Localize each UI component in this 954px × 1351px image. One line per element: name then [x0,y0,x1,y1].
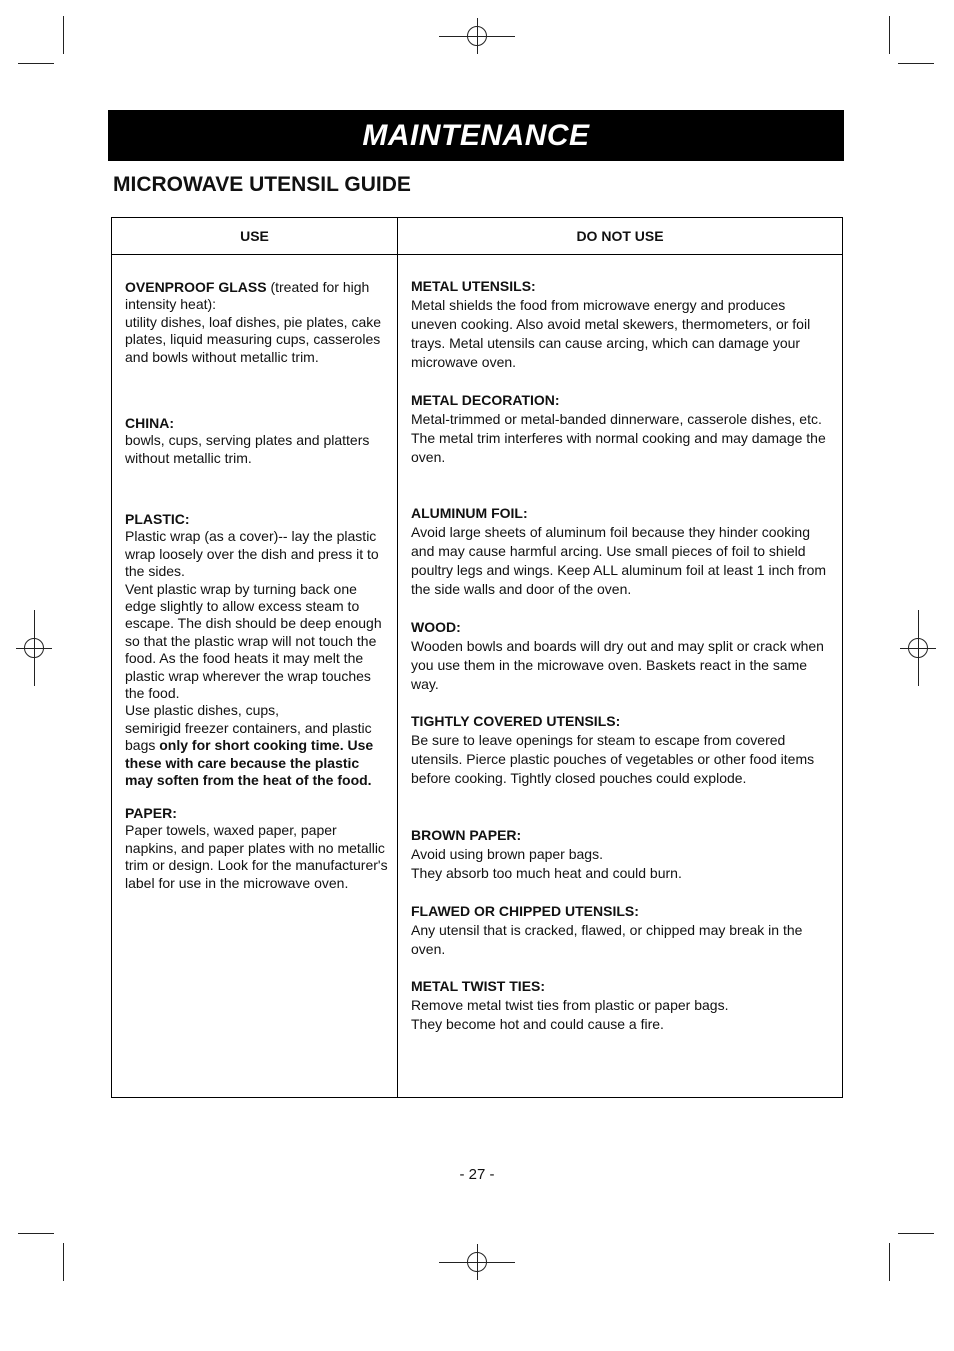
entry-body: They absorb too much heat and could burn. [411,865,682,881]
utensil-guide-table [111,217,843,1098]
entry-body: Remove metal twist ties from plastic or paper bags. [411,997,729,1013]
crop-mark [63,1243,64,1281]
entry-body: Be sure to leave openings for steam to escape from covered utensils. Pierce plastic pouches of vegetables or other food items before cooking. Tightly closed pouches could explode. [411,732,815,786]
entry-title: WOOD: [411,619,461,635]
entry-title: TIGHTLY COVERED UTENSILS: [411,713,621,729]
entry-body: Avoid using brown paper bags. [411,846,603,862]
entry-title: CHINA: [125,415,174,431]
entry-title: PAPER: [125,805,177,821]
registration-mark-left [16,630,52,666]
entry-body: Use plastic dishes, cups, [125,702,280,719]
entry-title: METAL TWIST TIES: [411,978,546,994]
entry-body: They become hot and could cause a fire. [411,1016,664,1032]
entry-ovenproof-glass [125,279,389,366]
entry-title: ALUMINUM FOIL: [411,505,528,521]
entry-body: bowls, cups, serving plates and platters without metallic trim. [125,432,370,466]
crop-mark [889,16,890,54]
entry-body: Plastic wrap (as a cover)-- lay the plastic wrap loosely over the dish and press it to the sides. [125,528,379,580]
entry-china [125,415,389,467]
entry-paper [125,805,389,892]
entry-body-bold: only for short cooking time. Use these with care because the plastic may soften from the heat of the food. [125,737,374,789]
entry-title: METAL DECORATION: [411,392,560,408]
crop-mark [889,1243,890,1281]
entry-body: Wooden bowls and boards will dry out and may split or crack when you use them in the microwave oven. Baskets react in the same way. [411,638,824,692]
section-banner [108,110,844,161]
entry-brown-paper [411,826,833,883]
entry-title: METAL UTENSILS: [411,278,536,294]
crop-mark [63,16,64,54]
column-divider [397,218,398,1097]
entry-title-suffix: (treated for high intensity heat): [125,279,370,313]
entry-title: OVENPROOF GLASS [125,279,267,295]
entry-title: BROWN PAPER: [411,827,522,843]
crop-mark [18,63,54,64]
page-subtitle: MICROWAVE UTENSIL GUIDE [113,173,411,196]
entry-aluminum-foil [411,504,833,599]
crop-mark [898,1233,934,1234]
entry-tightly-covered-utensils [411,712,833,788]
entry-body: Metal shields the food from microwave energy and produces uneven cooking. Also avoid metal skewers, thermometers, or foil trays. Metal utensils can cause arcing, which can damage your microwave oven. [411,297,811,370]
entry-body: Paper towels, waxed paper, paper napkins, and paper plates with no metallic trim or design. Look for the manufacturer's label for use in the microwave oven. [125,822,388,891]
entry-body: Vent plastic wrap by turning back one edge slightly to allow excess steam to escape. The dish should be deep enough so that the plastic wrap will not touch the food. As the food heats it may melt the plastic wrap wherever the wrap touches the food. [125,580,382,702]
entry-flawed-or-chipped [411,902,833,959]
entry-body: Any utensil that is cracked, flawed, or chipped may break in the oven. [411,922,803,957]
crop-mark [898,63,934,64]
header-use: USE [240,228,269,244]
entry-body: Metal-trimmed or metal-banded dinnerware, casserole dishes, etc. The metal trim interferes with normal cooking and may damage the oven. [411,411,826,465]
entry-body: semirigid freezer containers, and plastic bags [125,719,372,754]
header-do-not-use: DO NOT USE [576,228,664,244]
entry-metal-twist-ties [411,977,833,1034]
registration-mark-right [900,630,936,666]
entry-body: Avoid large sheets of aluminum foil because they hinder cooking and may cause harmful arcing. Use small pieces of foil to shield poultry legs and wings. Keep ALL aluminum foil at least 1 inch from the side walls and door of the oven. [411,524,827,597]
crop-mark [18,1233,54,1234]
entry-title: FLAWED OR CHIPPED UTENSILS: [411,903,639,919]
banner-title: MAINTENANCE [362,118,590,152]
registration-mark-top [459,18,495,54]
entry-wood [411,618,833,694]
entry-plastic [125,511,389,790]
entry-metal-decoration [411,391,833,467]
entry-body: utility dishes, loaf dishes, pie plates, cake plates, liquid measuring cups, casseroles and bowls without metallic trim. [125,313,382,365]
entry-title: PLASTIC: [125,511,190,527]
page-number: - 27 - [459,1166,495,1183]
entry-metal-utensils [411,277,833,372]
registration-mark-bottom [459,1244,495,1280]
header-divider [112,254,842,255]
